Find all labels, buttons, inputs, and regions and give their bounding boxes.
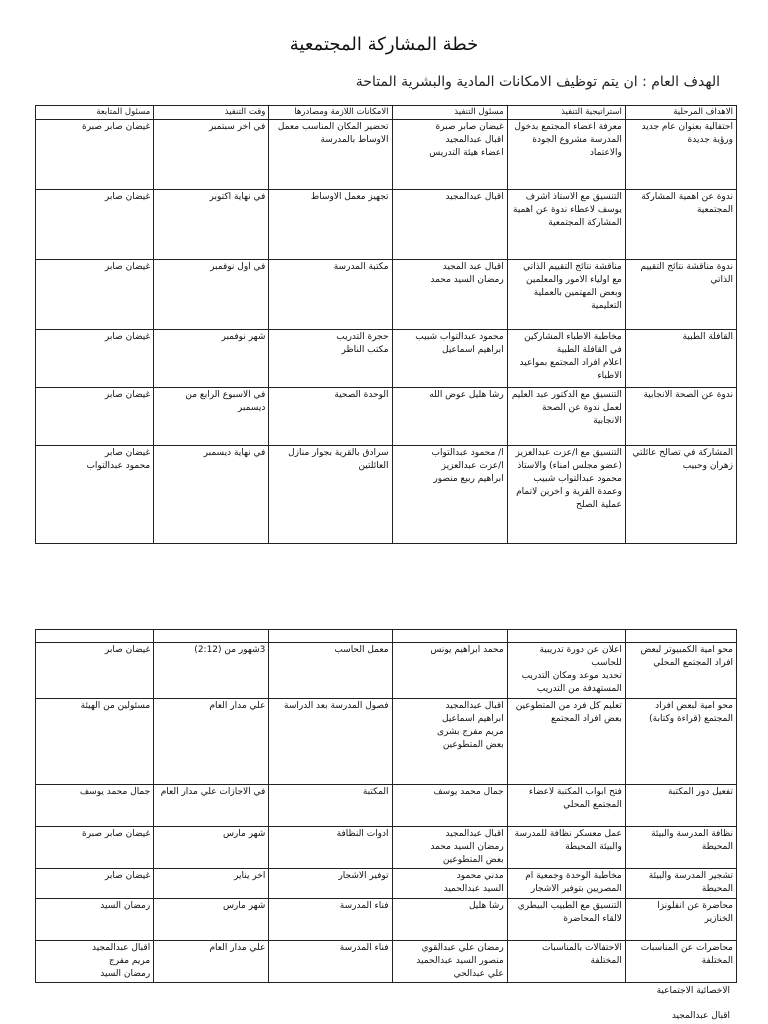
cell-text: اقبال عبدالمجيد [445,192,504,202]
cell-text: غيضان صابر [104,192,151,202]
table-cell [392,643,507,699]
table-row [36,899,737,941]
table-cell [36,941,154,983]
table-cell [154,120,269,190]
cell-text: محو امية لبعض افراد المجتمع (قراءة وكتابة) [649,701,733,724]
cell-text: جمال محمد يوسف [433,787,504,797]
header-cell-empty [507,630,625,643]
table-cell [507,899,625,941]
cell-text: نظافة المدرسة والبيئة المحيطة [651,829,733,852]
cell-text: ادوات النظافة [336,829,389,839]
table-cell [154,446,269,544]
table-header-row [36,106,737,120]
table-row [36,120,737,190]
cell-text: بعض المتطوعين [442,855,504,865]
cell-text: تجهيز معمل الاوساط [310,192,389,202]
table-cell [269,785,392,827]
table-cell [154,388,269,446]
table-cell [392,446,507,544]
cell-text: جمال محمد يوسف [79,787,151,797]
table-cell [269,899,392,941]
table-cell [154,699,269,785]
cell-text: علي مدار العام [209,943,266,953]
table-cell [392,899,507,941]
header-cell-empty [625,630,736,643]
cell-text: عمل معسكر نظافة للمدرسة والبيئة المحيطة [514,829,622,852]
table-row [36,260,737,330]
table-cell [625,330,736,388]
cell-text: تعليم كل فرد من المتطوعين بعض افراد المجتمع [515,701,622,724]
table-cell [36,388,154,446]
cell-text: رمضان السيد [100,901,151,911]
table-cell [36,785,154,827]
table-cell [625,699,736,785]
cell-text: تفعيل دور المكتبة [667,787,733,797]
cell-text: رمضان السيد [100,969,151,979]
cell-text: المكتبة [362,787,389,797]
cell-text: اقبال عبدالمجيد [445,135,504,145]
cell-text: اخر يناير [234,871,266,881]
cell-text: ندوة عن اهمية المشاركة المجتمعية [641,192,733,215]
cell-text: فتح ابواب المكتبة لاعضاء المجتمع المحلي [528,787,622,810]
cell-text: تحديد موعد ومكان التدريب [521,671,622,681]
cell-text: ا/عزت عبدالعزيز [441,461,504,471]
table-cell [625,827,736,869]
table-cell [625,785,736,827]
general-goal: الهدف العام : ان يتم توظيف الامكانات المادية والبشرية المتاحة [355,74,720,90]
header-cell-empty [269,630,392,643]
cell-text: غيضان صابر صبرة [435,122,504,132]
table-cell [154,260,269,330]
cell-text: محو امية الكمبيوتر لبعض افراد المجتمع المحلي [640,645,733,668]
table-row [36,827,737,869]
table-cell [36,699,154,785]
table-cell [625,446,736,544]
cell-text: مخاطبة الوحدة وجمعية ام المصريين بتوفير الاشجار [525,871,622,894]
cell-text: في اخر سبتمبر [208,122,266,132]
cell-text: غيضان صابر [104,390,151,400]
cell-text: محاضرات عن المناسبات المختلفة [640,943,733,966]
table-cell [154,827,269,869]
cell-text: مكتب الناظر [341,345,389,355]
cell-text: ابراهيم اسماعيل [442,714,504,724]
header-cell: مسئول المتابعة [36,106,154,120]
table-cell [36,643,154,699]
table-row [36,785,737,827]
cell-text: بعض المتطوعين [442,740,504,750]
cell-text: غيضان صابر [104,645,151,655]
cell-text: في الاجازات علي مدار العام [160,787,266,797]
table-row [36,446,737,544]
table-cell [154,899,269,941]
table-cell [36,190,154,260]
cell-text: ابراهيم اسماعيل [442,345,504,355]
table-cell [154,643,269,699]
table-cell [392,330,507,388]
cell-text: تشجير المدرسة والبيئة المحيطة [648,871,733,894]
cell-text: التنسيق مع ا/عزت عبدالعزيز (عضو مجلس امناء) والاستاذ محمود عبدالتواب شبيب وعمدة القرية و اخرين لاتمام عملية الصلح [515,448,622,510]
cell-text: مدني محمود [456,871,504,881]
plan-table-2 [35,629,737,983]
table-cell [392,120,507,190]
cell-text: في اول نوفمبر [210,262,266,272]
table-cell [507,120,625,190]
cell-text: غيضان صابر [104,448,151,458]
cell-text: المستهدفة من التدريب [536,684,622,694]
table-cell [507,388,625,446]
cell-text: تحضير المكان المناسب معمل الاوساط بالمدرسة [277,122,389,145]
footer-name: اقبال عبدالمجيد [671,1011,730,1021]
cell-text: ندوة مناقشة نتائج التقييم الذاتي [640,262,733,285]
table-cell [507,446,625,544]
table-cell [507,827,625,869]
table-cell [507,785,625,827]
cell-text: الوحدة الصحية [334,390,389,400]
table-row [36,190,737,260]
header-cell: الامكانات اللازمة ومصادرها [269,106,392,120]
table-cell [36,446,154,544]
table-cell [269,190,392,260]
table-cell [392,699,507,785]
table-cell [507,869,625,899]
cell-text: شهر نوفمبر [221,332,266,342]
cell-text: الاحتفالات بالمناسبات المختلفة [542,943,622,966]
cell-text: مكتبة المدرسة [333,262,389,272]
table-row [36,941,737,983]
table-cell [392,785,507,827]
table-cell [36,827,154,869]
cell-text: التنسيق مع الدكتور عبد العليم لعمل ندوة عن الصحة الانجابية [511,390,622,426]
cell-text: معمل الحاسب [334,645,389,655]
cell-text: مريم مفرج [108,956,151,966]
cell-text: السيد عبدالحميد [443,884,504,894]
cell-text: اقبال عبدالمجيد [92,943,151,953]
table-row [36,869,737,899]
table-cell [269,330,392,388]
table-cell [154,785,269,827]
cell-text: ندوة عن الصحة الانجابية [643,390,733,400]
cell-text: القافلة الطبية [682,332,733,342]
cell-text: محمد ابراهيم يونس [430,645,504,655]
table-cell [36,869,154,899]
table-cell [154,941,269,983]
cell-text: مخاطبة الاطباء المشاركين في القافلة الطبية [524,332,622,355]
table-cell [625,260,736,330]
table-row [36,388,737,446]
cell-text: مناقشة نتائج التقييم الذاتي مع اولياء الامور والمعلمين وبعض المهتمين بالعملية التعليمية [523,262,622,311]
header-cell: استراتيجية التنفيذ [507,106,625,120]
table-cell [392,827,507,869]
table-row [36,699,737,785]
cell-text: مسئولين من الهيئة [80,701,151,711]
plan-table-1 [35,105,737,544]
cell-text: اقبال عبد المجيد [442,262,504,272]
cell-text: في نهاية اكتوبر [209,192,266,202]
cell-text: اعضاء هيئة التدريس [429,148,504,158]
cell-text: ا/ محمود عبدالتواب [431,448,504,458]
table-cell [36,899,154,941]
table-cell [625,869,736,899]
cell-text: شهر مارس [222,901,266,911]
table-cell [154,330,269,388]
cell-text: معرفة اعضاء المجتمع بدخول المدرسة مشروع الجودة والاعتماد [514,122,622,158]
cell-text: غيضان صابر صبرة [82,829,151,839]
table-cell [36,120,154,190]
table-cell [36,260,154,330]
header-cell-empty [392,630,507,643]
table-cell [392,260,507,330]
table-cell [154,190,269,260]
table-cell [36,330,154,388]
table-cell [269,446,392,544]
table-cell [625,643,736,699]
table-row [36,330,737,388]
cell-text: توفير الاشجار [338,871,389,881]
cell-text: رمضان السيد محمد [430,275,504,285]
table-cell [507,330,625,388]
table-cell [625,388,736,446]
cell-text: رشا هليل عوض الله [429,390,504,400]
table-cell [269,699,392,785]
table-cell [269,120,392,190]
table-cell [625,190,736,260]
cell-text: فناء المدرسة [339,943,389,953]
cell-text: غيضان صابر [104,262,151,272]
table-cell [154,869,269,899]
table-cell [625,941,736,983]
header-cell: مسئول التنفيذ [392,106,507,120]
footer-role: الاخصائية الاجتماعية [656,986,730,996]
table-cell [507,260,625,330]
cell-text: التنسيق مع الاستاذ اشرف يوسف لاعطاء ندوة عن اهمية المشاركة المجتمعية [513,192,622,228]
cell-text: المشاركة في تصالح عائلتي زهران وحبيب [632,448,733,471]
cell-text: غيضان صابر صبرة [82,122,151,132]
header-cell-empty [154,630,269,643]
cell-text: فصول المدرسة بعد الدراسة [284,701,389,711]
cell-text: اقبال عبدالمجيد [445,829,504,839]
cell-text: علي مدار العام [209,701,266,711]
table-cell [269,643,392,699]
table-cell [269,941,392,983]
table-cell [392,869,507,899]
cell-text: اعلان عن دورة تدريبية للحاسب [539,645,622,668]
table-row [36,643,737,699]
cell-text: حجرة التدريب [336,332,389,342]
cell-text: 3شهور من (2:12) [194,645,266,655]
cell-text: اقبال عبدالمجيد [445,701,504,711]
cell-text: رمضان السيد محمد [430,842,504,852]
table-cell [269,869,392,899]
table-cell [269,827,392,869]
table-header-row-empty [36,630,737,643]
cell-text: سرادق بالقرية بجوار منازل العائلتين [288,448,389,471]
cell-text: احتفالية بعنوان عام جديد ورؤية جديدة [641,122,733,145]
table-cell [392,190,507,260]
cell-text: اعلام افراد المجتمع بمواعيد الاطباء [519,358,622,381]
cell-text: رشا هليل [468,901,504,911]
cell-text: غيضان صابر [104,871,151,881]
cell-text: في الاسبوع الرابع من ديسمبر [185,390,266,413]
cell-text: محمود عبدالتواب شبيب [415,332,504,342]
page-title: خطة المشاركة المجتمعية [289,34,479,55]
cell-text: محاضرة عن انفلونزا الخنازير [657,901,733,924]
cell-text: رمضان علي عبدالقوي [421,943,504,953]
table-cell [392,388,507,446]
cell-text: علي عبدالحي [453,969,504,979]
table-cell [507,699,625,785]
header-cell: وقت التنفيذ [154,106,269,120]
table-cell [392,941,507,983]
table-cell [625,899,736,941]
header-cell-empty [36,630,154,643]
cell-text: مريم مفرج بشرى [436,727,504,737]
cell-text: محمود عبدالتواب [86,461,151,471]
table-cell [507,190,625,260]
cell-text: منصور السيد عبدالحميد [416,956,504,966]
cell-text: في نهاية ديسمبر [203,448,266,458]
cell-text: التنسيق مع الطبيب البيطري لالقاء المحاضرة [517,901,622,924]
cell-text: فناء المدرسة [339,901,389,911]
table-cell [507,643,625,699]
header-cell: الاهداف المرحلية [625,106,736,120]
cell-text: شهر مارس [222,829,266,839]
cell-text: غيضان صابر [104,332,151,342]
table-cell [625,120,736,190]
table-cell [269,388,392,446]
table-cell [269,260,392,330]
cell-text: ابراهيم ربيع منصور [433,474,504,484]
table-cell [507,941,625,983]
